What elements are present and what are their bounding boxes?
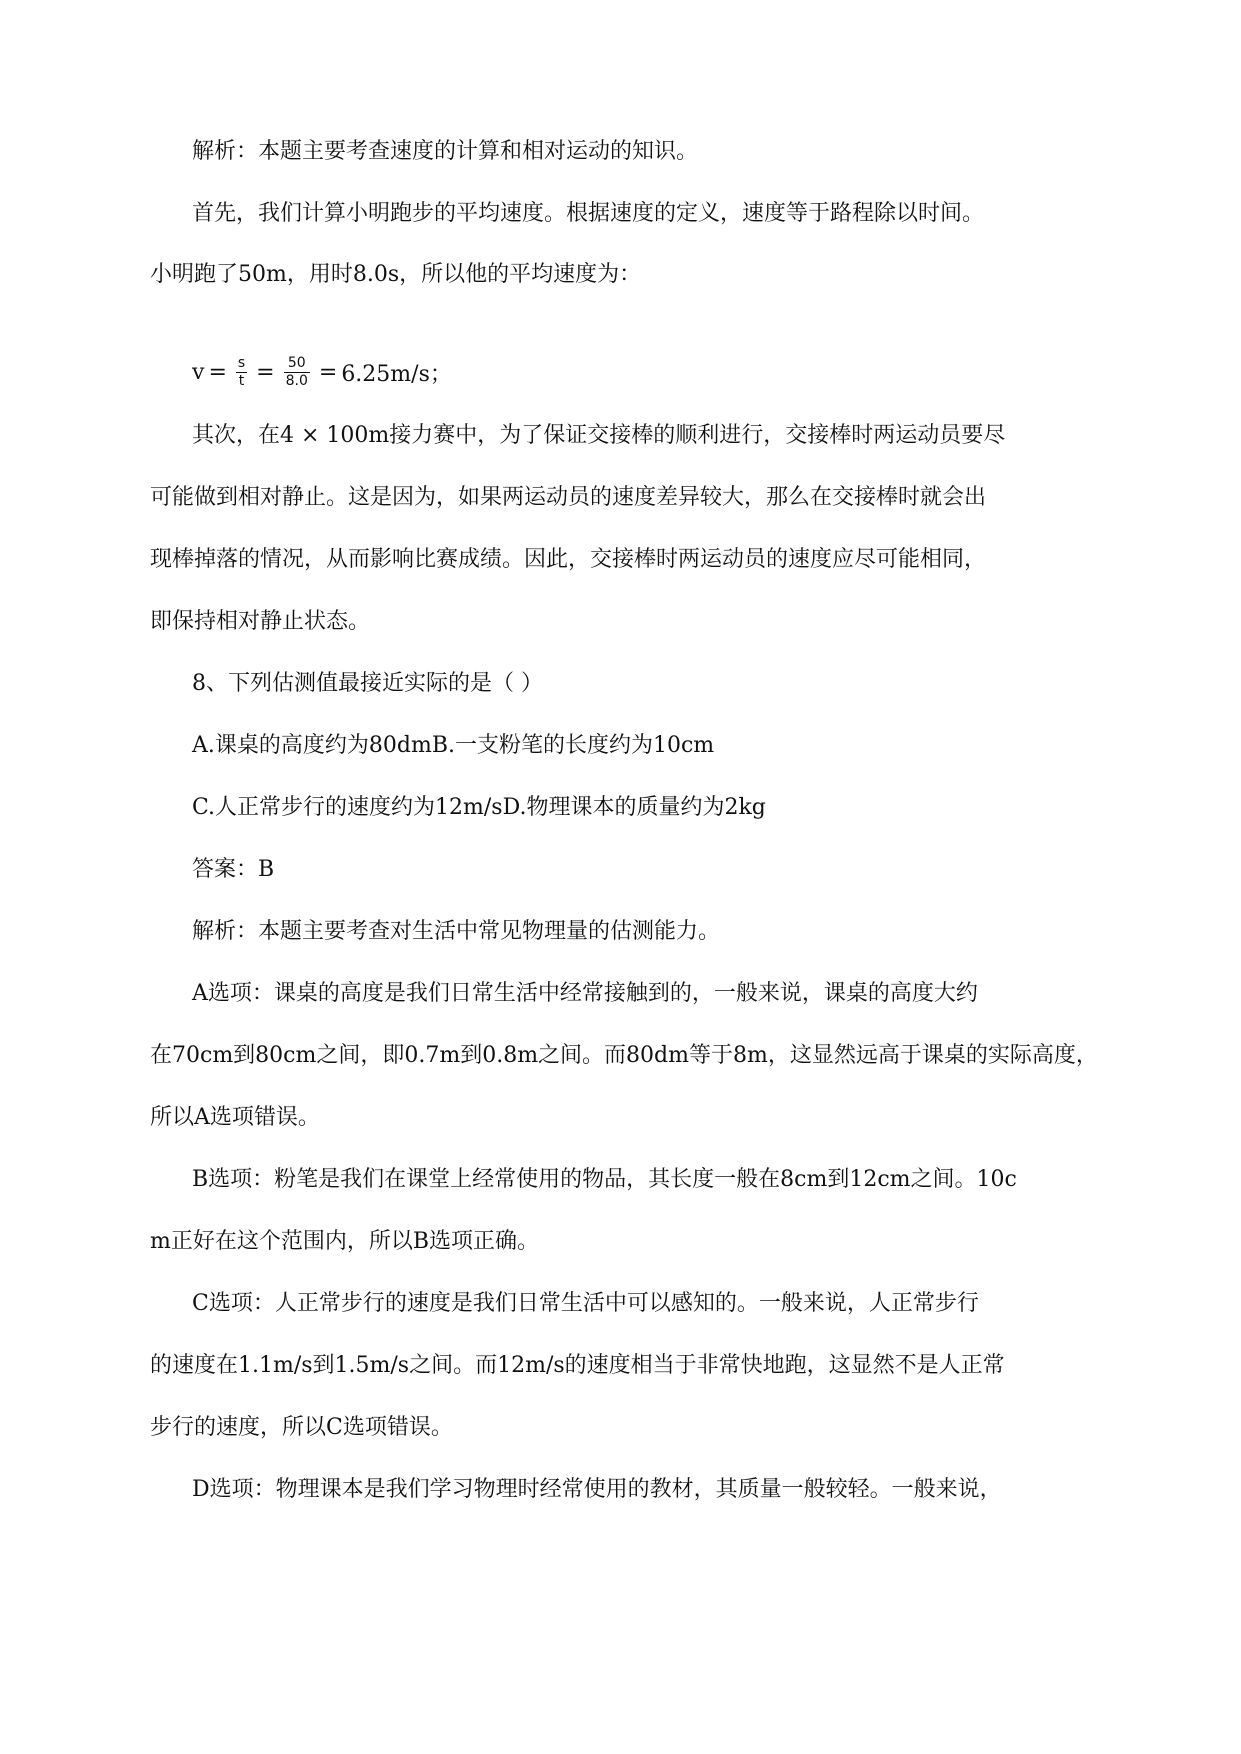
- answer-line: 答案：B: [192, 857, 275, 882]
- paragraph-line: 其次，在4 × 100m接力赛中，为了保证交接棒的顺利进行，交接棒时两运动员要尽: [192, 423, 1006, 448]
- paragraph-line: 首先，我们计算小明跑步的平均速度。根据速度的定义，速度等于路程除以时间。: [192, 201, 985, 226]
- paragraph-line: C选项：人正常步行的速度是我们日常生活中可以感知的。一般来说，人正常步行: [192, 1291, 979, 1316]
- fraction-denominator: 8.0: [285, 372, 308, 389]
- question-option: A.课桌的高度约为80dmB.一支粉笔的长度约为10cm: [192, 733, 715, 758]
- formula-equals: =: [318, 359, 338, 385]
- paragraph-line: B选项：粉笔是我们在课堂上经常使用的物品，其长度一般在8cm到12cm之间。10c: [192, 1167, 1017, 1192]
- paragraph-line: D选项：物理课本是我们学习物理时经常使用的教材，其质量一般较轻。一般来说，: [192, 1477, 1002, 1502]
- formula-equals: =: [208, 359, 227, 385]
- paragraph-line: 现棒掉落的情况，从而影响比赛成绩。因此，交接棒时两运动员的速度应尽可能相同，: [150, 547, 987, 572]
- fraction-values: [284, 355, 310, 390]
- paragraph-line: 所以A选项错误。: [150, 1105, 320, 1130]
- fraction-numerator: 50: [287, 354, 306, 371]
- fraction-numerator: s: [237, 354, 246, 371]
- formula-equals: =: [256, 359, 275, 385]
- formula-lhs: v: [192, 359, 205, 385]
- paragraph-line: 的速度在1.1m/s到1.5m/s之间。而12m/s的速度相当于非常快地跑，这显然不是人正常: [150, 1353, 1005, 1378]
- question-heading: 8、下列估测值最接近实际的是（ ）: [192, 671, 543, 696]
- paragraph-line: 步行的速度，所以C选项错误。: [150, 1415, 453, 1440]
- paragraph-line: 解析：本题主要考查速度的计算和相对运动的知识。: [192, 139, 699, 164]
- paragraph-line: 可能做到相对静止。这是因为，如果两运动员的速度差异较大，那么在交接棒时就会出: [150, 485, 987, 510]
- paragraph-line: 即保持相对静止状态。: [150, 609, 371, 634]
- fraction-s-over-t: [236, 355, 247, 390]
- formula-result: 6.25m/s；: [341, 361, 452, 387]
- paragraph-line: A选项：课桌的高度是我们日常生活中经常接触到的，一般来说，课桌的高度大约: [192, 981, 978, 1006]
- paragraph-line: 小明跑了50m，用时8.0s，所以他的平均速度为：: [150, 262, 642, 287]
- paragraph-line: 在70cm到80cm之间，即0.7m到0.8m之间。而80dm等于8m，这显然远高于课桌的实际高度，: [150, 1043, 1098, 1068]
- paragraph-line: m正好在这个范围内，所以B选项正确。: [150, 1229, 540, 1254]
- fraction-denominator: t: [238, 372, 245, 389]
- question-option: C.人正常步行的速度约为12m/sD.物理课本的质量约为2kg: [192, 795, 766, 820]
- velocity-formula: [192, 350, 452, 394]
- analysis-line: 解析：本题主要考查对生活中常见物理量的估测能力。: [192, 919, 721, 944]
